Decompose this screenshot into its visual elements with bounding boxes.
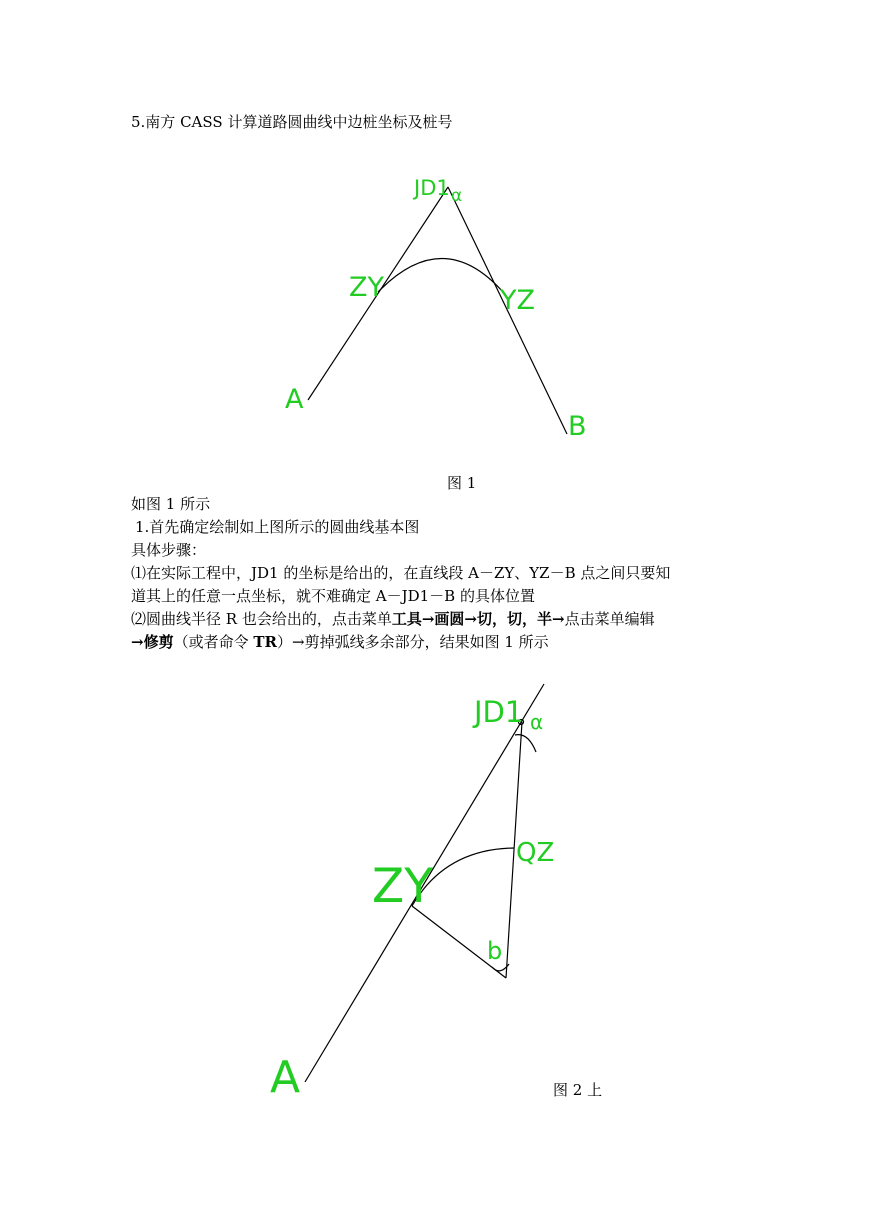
label-jd1: JD1 — [414, 176, 450, 200]
label-alpha-fig2: α — [530, 710, 544, 734]
label-qz: QZ — [516, 838, 555, 868]
paragraph-2-line-1 — [131, 609, 655, 629]
menu-path-trim: →修剪 — [131, 633, 174, 651]
label-a-fig2: A — [270, 1052, 301, 1103]
intro-line: 如图 1 所示 — [131, 495, 211, 513]
paragraph-1-line-1: ⑴在实际工程中，JD1 的坐标是给出的，在直线段 A－ZY、YZ－B 点之间只要知 — [131, 564, 671, 582]
para2-text-c: （或者命令 — [173, 633, 254, 651]
label-a: A — [285, 384, 304, 415]
paragraph-1-line-2: 道其上的任意一点坐标，就不难确定 A－JD1－B 的具体位置 — [131, 587, 535, 605]
para2-text-d: ）→剪掉弧线多余部分，结果如图 1 所示 — [277, 633, 549, 651]
label-alpha: α — [451, 186, 463, 206]
paragraph-2-line-2 — [131, 632, 549, 652]
para2-text-b: 点击菜单编辑 — [564, 610, 655, 628]
label-jd1-fig2: JD1 — [474, 695, 524, 729]
label-zy-fig2: ZY — [372, 859, 433, 914]
step-1-line: 1.首先确定绘制如上图所示的圆曲线基本图 — [135, 518, 420, 536]
figure-1-caption: 图 1 — [447, 474, 477, 492]
figure-2-caption: 图 2 上 — [553, 1081, 603, 1099]
section-heading: 5.南方 CASS 计算道路圆曲线中边桩坐标及桩号 — [131, 113, 453, 131]
command-tr: TR — [253, 633, 277, 651]
label-b: B — [568, 411, 587, 442]
para2-text-a: ⑵圆曲线半径 R 也会给出的，点击菜单 — [131, 610, 392, 628]
label-yz: YZ — [500, 285, 535, 316]
menu-path-circle: 工具→画圆→切，切，半→ — [391, 610, 565, 628]
steps-title: 具体步骤： — [131, 541, 207, 559]
label-zy: ZY — [349, 272, 384, 303]
angle-alpha-arc — [515, 735, 536, 752]
label-b-angle: b — [487, 937, 503, 965]
